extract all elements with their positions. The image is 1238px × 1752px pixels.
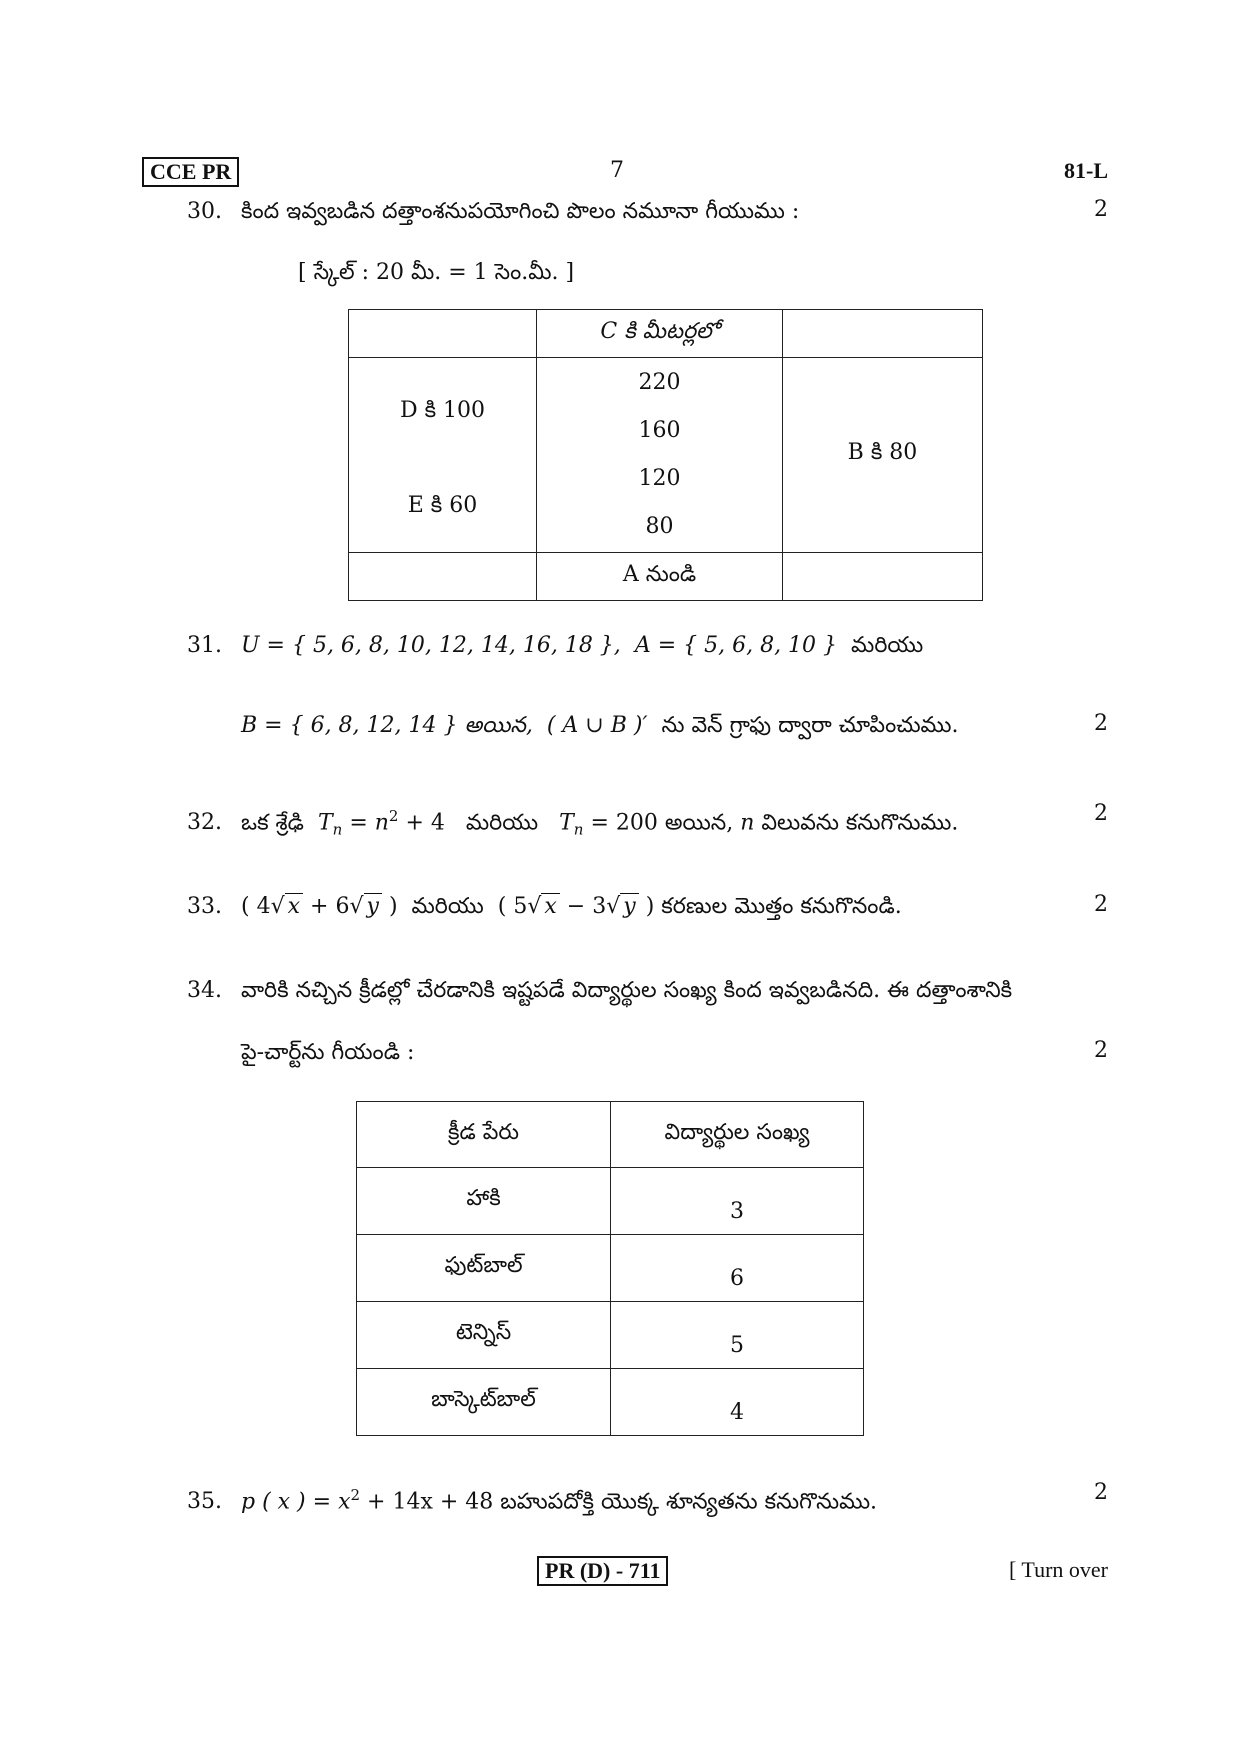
question-33 [187,892,902,922]
page-number: 7 [610,158,624,183]
table-row [357,1168,864,1235]
superscript: 2 [350,1486,361,1504]
question-number: 31. [187,633,222,658]
paper-code-box: CCE PR [142,157,239,187]
question-number: 34. [187,978,222,1003]
expression: ( A ∪ B )′ [546,713,648,738]
sport-name: హాకి [357,1168,611,1235]
question-31 [187,631,923,661]
term-symbol: T [317,810,333,836]
table-cell [349,310,537,358]
question-number: 33. [187,894,222,919]
sport-name: బాస్కెట్‌బాల్ [357,1369,611,1436]
marks: 2 [1094,801,1108,826]
sport-name: ఫుట్‌బాల్ [357,1235,611,1302]
student-count: 3 [611,1168,864,1235]
table-cell [783,553,983,601]
question-30 [187,197,799,227]
formula: ) [388,894,398,919]
table-row [357,1369,864,1436]
footer-code-box: PR (D) - 711 [537,1556,668,1586]
formula: ) [645,894,655,919]
question-text: ఒక శ్రేఢి [241,810,304,836]
scale-note: [ స్కేల్ : 20 మీ. = 1 సెం.మీ. ] [298,260,575,285]
formula: = n [349,810,389,836]
table-header-cell: C కి మీటర్లలో [537,310,783,358]
offset-e: E కి 60 [407,493,478,518]
subscript: n [332,820,343,839]
sports-table [356,1101,864,1436]
student-count: 4 [611,1369,864,1436]
subject-code: 81-L [1064,158,1108,183]
text-and: మరియు [411,894,484,919]
question-number: 32. [187,810,222,836]
table-header-sport: క్రీడ పేరు [357,1102,611,1168]
turn-over-note: [ Turn over [1008,1557,1108,1582]
formula: ( 4 [241,894,271,919]
formula: ( 5 [497,894,528,919]
superscript: 2 [388,807,399,825]
sqrt-icon: √ [527,894,542,919]
question-34-line2: పై-చార్ట్‌ను గీయండి : [241,1040,415,1065]
question-number: 30. [187,199,222,224]
marks: 2 [1094,892,1108,917]
formula: p ( x ) = [241,1489,332,1515]
question-number: 35. [187,1489,222,1515]
radicand: x [285,893,303,919]
student-count: 5 [611,1302,864,1369]
set-a: A = { 5, 6, 8, 10 } [634,633,838,658]
table-footer-cell: A నుండి [537,553,783,601]
table-cell [783,310,983,358]
term-symbol: T [559,810,574,836]
marks: 2 [1094,197,1108,222]
set-b: B = { 6, 8, 12, 14 } అయిన, [241,713,533,738]
formula: + 4 [405,810,445,836]
field-survey-table [348,309,983,601]
table-cell [349,553,537,601]
question-35 [187,1480,877,1517]
sqrt-icon: √ [270,894,285,919]
table-cell-mid [537,358,783,553]
distance-value: 160 [638,418,681,443]
question-text: ను వెన్ గ్రాఫు ద్వారా చూపించుము. [661,713,959,738]
question-32 [187,801,958,845]
distance-value: 220 [638,370,681,395]
text-and: మరియు [851,633,924,658]
subscript: n [573,820,584,839]
sqrt-icon: √ [349,894,364,919]
formula: + 14x + 48 [367,1489,494,1515]
formula: = 200 అయిన, [590,810,734,836]
sqrt-icon: √ [606,894,621,919]
distance-value: 120 [638,466,681,491]
question-text: బహుపదోక్తి యొక్క శూన్యతను కనుగొనుము. [500,1489,878,1515]
sport-name: టెన్నిస్ [357,1302,611,1369]
offset-b: B కి 80 [783,358,983,553]
question-34 [187,976,1012,1006]
table-header-count: విద్యార్థుల సంఖ్య [611,1102,864,1168]
student-count: 6 [611,1235,864,1302]
text-and: మరియు [465,810,539,836]
question-31-line2 [241,711,958,741]
question-text: విలువను కనుగొనుము. [761,810,959,836]
marks: 2 [1094,711,1108,736]
formula: − 3 [566,894,607,919]
question-text: వారికి నచ్చిన క్రీడల్లో చేరడానికి ఇష్టపడే విద్యార్థుల సంఖ్య కింద ఇవ్వబడినది. ఈ దత్తాంశానికి [241,978,1013,1003]
question-text: కరణుల మొత్తం కనుగొనండి. [661,894,902,919]
marks: 2 [1094,1480,1108,1505]
marks: 2 [1094,1038,1108,1063]
radicand: x [541,893,559,919]
variable: n [740,810,755,836]
table-cell-left [349,358,537,553]
distance-value: 80 [645,514,674,539]
question-text: కింద ఇవ్వబడిన దత్తాంశనుపయోగించి పొలం నమూనా గీయుము : [241,199,800,224]
variable: x [338,1489,351,1515]
set-u: U = { 5, 6, 8, 10, 12, 14, 16, 18 }, [241,633,621,658]
table-row [357,1302,864,1369]
offset-d: D కి 100 [399,398,486,423]
radicand: y [620,893,638,919]
table-row [357,1235,864,1302]
formula: + 6 [310,894,350,919]
radicand: y [364,893,382,919]
